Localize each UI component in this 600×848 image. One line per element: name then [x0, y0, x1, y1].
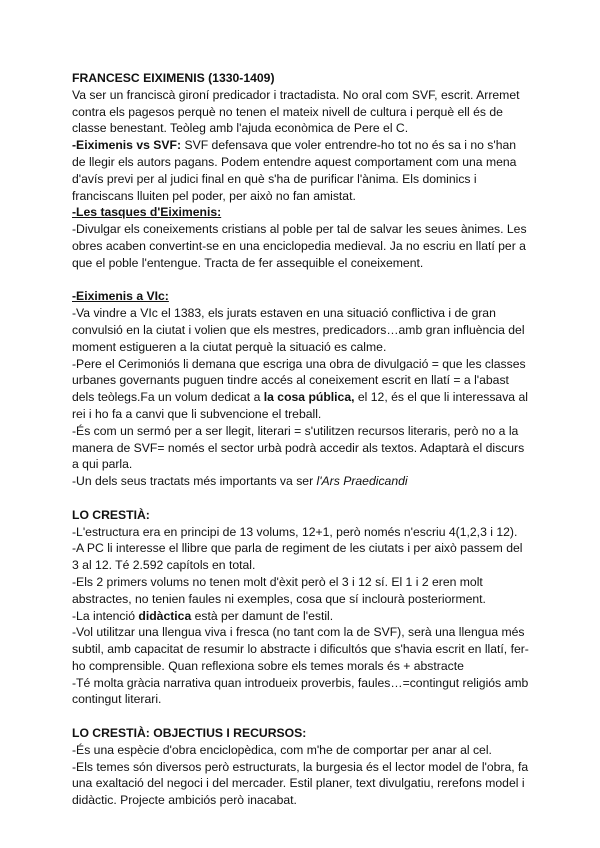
crestia-paragraph-2: -A PC li interesse el llibre que parla de regiment de les ciutats i per això passem del 3 al 12. Té 2.592 capítols en total. [72, 541, 523, 573]
crestia-paragraph-1: -L'estructura era en principi de 13 volums, 12+1, però només n'escriu 4(1,2,3 i 12). [72, 524, 518, 539]
vic-paragraph-1: -Va vindre a VIc el 1383, els jurats estaven en una situació conflictiva i de gran convulsió en la ciutat i volien que els mestres, predicadors…amb gran influència del moment estigueren a la ciutat perquè la situació es calme. [72, 306, 525, 354]
vic-paragraph-4-italic: l'Ars Praedicandi [316, 474, 408, 489]
crestia-paragraph-4 [72, 608, 532, 625]
tasks-heading [72, 204, 532, 221]
section-title-eiximenis: FRANCESC EIXIMENIS (1330-1409) [72, 71, 275, 85]
vic-paragraph-2 [72, 356, 532, 423]
objectius-paragraph-2: -Els temes són diversos però estructurats, la burgesia és el lector model de l'obra, fa una exaltació del negoci i del mercader. Estil planer, text divulgatiu, rerefons model i didàctic. Projecte ambiciós però inacabat. [72, 759, 529, 808]
crestia-paragraph-3: -Els 2 primers volums no tenen molt d'èxit però el 3 i 12 sí. El 1 i 2 eren molt abstractes, no tenien faules ni exemples, cosa que sí inclourà posteriorment. [72, 574, 486, 606]
eiximenis-vs-svf-paragraph [72, 137, 532, 204]
eiximenis-vs-svf-text: SVF defensava que voler entrendre-ho tot no és sa i no s'han de llegir els autors pagans. Podem entendre aquest comportament com una mena d'avís previ per al judici final en què s'ha de purificar l'ànima. Els dominics i franciscans lluiten pel poder, per això no fan amistat. [72, 138, 517, 203]
intro-paragraph: Va ser un franciscà gironí predicador i tractadista. No oral com SVF, escrit. Arremet contra els pagesos perquè no tenen el mateix nivell de cultura i perquè ell és de classe benestant. Teòleg amb l'ajuda econòmica de Pere el C. [72, 87, 520, 136]
crestia-heading: LO CRESTIÀ: [72, 507, 150, 522]
vic-paragraph-4 [72, 473, 532, 490]
tasks-paragraph: -Divulgar els coneixements cristians al poble per tal de salvar les seues ànimes. Les obres acaben convertint-se en una enciclopedia medieval. Ja no escriu en llatí per a que el poble l'entengue. Tracta de fer assequible el coneixement. [72, 222, 527, 270]
vic-heading [72, 288, 532, 305]
eiximenis-vs-svf-label: -Eiximenis vs SVF: [72, 138, 182, 153]
vic-paragraph-3: -És com un sermó per a ser llegit, literari = s'utilitzen recursos literaris, però no a la manera de SVF= només el sector urbà podrà accedir als textos. Adaptarà el discurs a qui parla. [72, 423, 525, 472]
vic-paragraph-2-bold: la cosa pública, [263, 390, 355, 405]
objectius-paragraph-1: -És una espècie d'obra enciclopèdica, com m'he de comportar per anar al cel. [72, 742, 492, 757]
crestia-paragraph-5: -Vol utilitzar una llengua viva i fresca (no tant com la de SVF), serà una llengua més subtil, amb capacitat de resumir lo abstracte i dificultós que s'havia escrit en llatí, fer-ho comprensible. Quan reflexiona sobre els temes morals és + abstracte [72, 625, 529, 673]
crestia-paragraph-4-text-a: -La intenció [72, 608, 139, 623]
vic-paragraph-4-text: -Un dels seus tractats més importants va ser [72, 474, 317, 489]
crestia-paragraph-6: -Té molta gràcia narrativa quan introdueix proverbis, faules…=contingut religiós amb contingut literari. [72, 675, 529, 707]
vic-heading-label: -Eiximenis a VIc: [72, 289, 169, 304]
crestia-paragraph-4-text-b: està per damunt de l'estil. [191, 608, 334, 623]
objectius-heading: LO CRESTIÀ: OBJECTIUS I RECURSOS: [72, 726, 307, 741]
document-page [72, 70, 532, 809]
vic-paragraph-2-text-b: el 12, és el que li interessava al rei i ho fa a canvi que li subvencione el treball. [72, 390, 528, 421]
tasks-heading-label: -Les tasques d'Eiximenis: [72, 205, 222, 220]
crestia-paragraph-4-bold: didàctica [138, 608, 192, 623]
vic-paragraph-2-text-a: -Pere el Cerimoniós li demana que escriga una obra de divulgació = que les classes urbanes governants puguen tindre accés al coneixement escrit en llatí = a l'abast dels teòlegs.Fa un volum dedicat a [72, 356, 526, 405]
